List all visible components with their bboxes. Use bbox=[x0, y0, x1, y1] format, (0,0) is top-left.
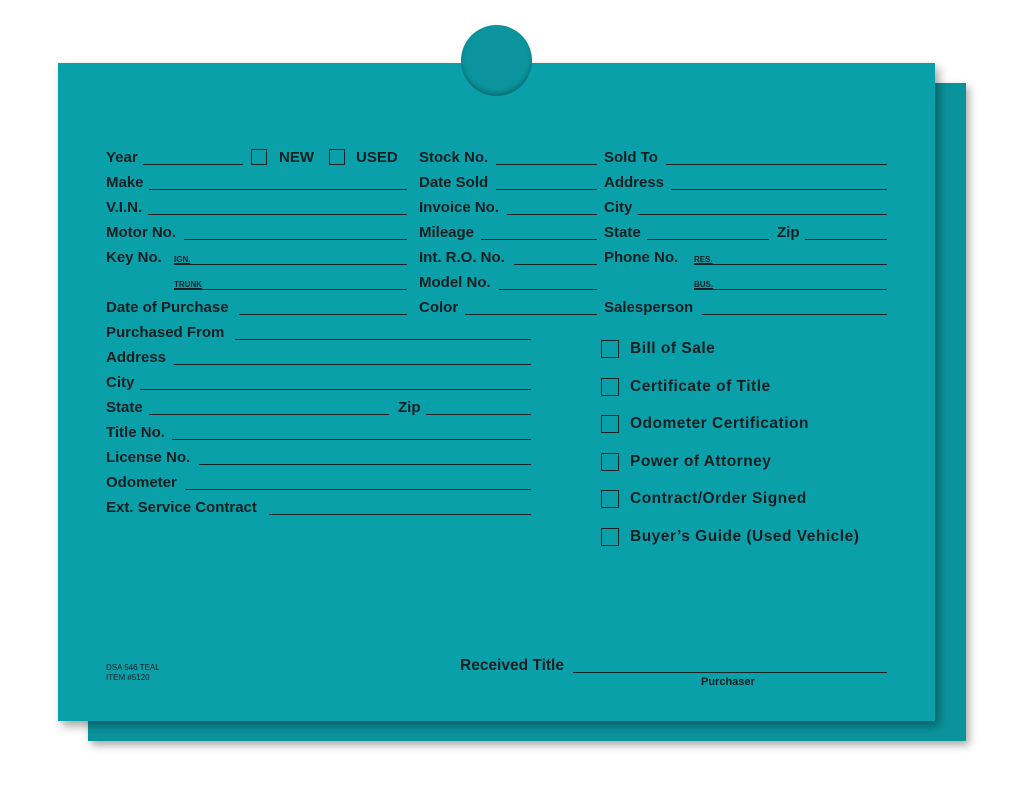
mileage-field[interactable] bbox=[481, 239, 597, 240]
motor-field[interactable] bbox=[184, 239, 407, 240]
int-ro-label: Int. R.O. No. bbox=[419, 249, 505, 266]
buyer-zip-field[interactable] bbox=[805, 239, 887, 240]
vin-field[interactable] bbox=[148, 214, 407, 215]
bus-label: BUS. bbox=[694, 280, 714, 289]
res-label: RES. bbox=[694, 255, 713, 264]
buyers-guide-label: Buyer’s Guide (Used Vehicle) bbox=[630, 528, 860, 545]
buyer-city-field[interactable] bbox=[638, 214, 887, 215]
seller-address-label: Address bbox=[106, 349, 167, 366]
salesperson-field[interactable] bbox=[702, 314, 887, 315]
phone-res-field[interactable] bbox=[694, 264, 887, 265]
motor-label: Motor No. bbox=[106, 224, 176, 241]
ext-contract-label: Ext. Service Contract bbox=[106, 499, 257, 516]
title-no-field[interactable] bbox=[172, 439, 531, 440]
date-purchase-label: Date of Purchase bbox=[106, 299, 229, 316]
sold-to-field[interactable] bbox=[666, 164, 887, 165]
int-ro-field[interactable] bbox=[514, 264, 597, 265]
new-label: NEW bbox=[279, 149, 314, 166]
year-label: Year bbox=[106, 149, 138, 166]
seller-state-field[interactable] bbox=[149, 414, 389, 415]
model-field[interactable] bbox=[499, 289, 597, 290]
used-checkbox[interactable] bbox=[329, 149, 345, 165]
certificate-of-title-checkbox[interactable] bbox=[601, 378, 619, 396]
make-field[interactable] bbox=[149, 189, 407, 190]
model-label: Model No. bbox=[419, 274, 491, 291]
seller-city-field[interactable] bbox=[140, 389, 531, 390]
seller-address-field[interactable] bbox=[174, 364, 531, 365]
seller-city-label: City bbox=[106, 374, 135, 391]
color-field[interactable] bbox=[465, 314, 597, 315]
invoice-field[interactable] bbox=[507, 214, 597, 215]
item-number: ITEM #5120 bbox=[106, 673, 150, 682]
buyer-address-label: Address bbox=[604, 174, 665, 191]
phone-label: Phone No. bbox=[604, 249, 679, 266]
contract-signed-label: Contract/Order Signed bbox=[630, 490, 807, 507]
ign-label: IGN. bbox=[174, 255, 191, 264]
key-trunk-field[interactable] bbox=[174, 289, 407, 290]
form-code: DSA 546 TEAL bbox=[106, 663, 160, 672]
purchaser-label: Purchaser bbox=[701, 676, 755, 688]
seller-zip-field[interactable] bbox=[426, 414, 531, 415]
buyer-state-label: State bbox=[604, 224, 641, 241]
salesperson-label: Salesperson bbox=[604, 299, 694, 316]
year-field[interactable] bbox=[143, 164, 243, 165]
trunk-label: TRUNK bbox=[174, 280, 202, 289]
vin-label: V.I.N. bbox=[106, 199, 143, 216]
buyer-address-field[interactable] bbox=[671, 189, 887, 190]
date-sold-label: Date Sold bbox=[419, 174, 489, 191]
received-title-label: Received Title bbox=[460, 657, 564, 674]
phone-bus-field[interactable] bbox=[694, 289, 887, 290]
seller-zip-label: Zip bbox=[398, 399, 421, 416]
stock-no-field[interactable] bbox=[496, 164, 597, 165]
odometer-label: Odometer bbox=[106, 474, 177, 491]
thumb-cut-notch bbox=[461, 25, 532, 96]
certificate-of-title-label: Certificate of Title bbox=[630, 378, 771, 395]
power-of-attorney-checkbox[interactable] bbox=[601, 453, 619, 471]
license-label: License No. bbox=[106, 449, 191, 466]
key-label: Key No. bbox=[106, 249, 162, 266]
bill-of-sale-label: Bill of Sale bbox=[630, 340, 716, 357]
license-field[interactable] bbox=[199, 464, 531, 465]
received-title-field[interactable] bbox=[573, 672, 887, 673]
new-checkbox[interactable] bbox=[251, 149, 267, 165]
invoice-label: Invoice No. bbox=[419, 199, 500, 216]
contract-signed-checkbox[interactable] bbox=[601, 490, 619, 508]
buyer-state-field[interactable] bbox=[647, 239, 769, 240]
sold-to-label: Sold To bbox=[604, 149, 658, 166]
stock-no-label: Stock No. bbox=[419, 149, 489, 166]
purchased-from-label: Purchased From bbox=[106, 324, 225, 341]
seller-state-label: State bbox=[106, 399, 143, 416]
date-purchase-field[interactable] bbox=[239, 314, 407, 315]
buyer-zip-label: Zip bbox=[777, 224, 800, 241]
power-of-attorney-label: Power of Attorney bbox=[630, 453, 772, 470]
key-ign-field[interactable] bbox=[174, 264, 407, 265]
bill-of-sale-checkbox[interactable] bbox=[601, 340, 619, 358]
odometer-cert-label: Odometer Certification bbox=[630, 415, 809, 432]
buyer-city-label: City bbox=[604, 199, 633, 216]
date-sold-field[interactable] bbox=[496, 189, 597, 190]
used-label: USED bbox=[356, 149, 398, 166]
color-label: Color bbox=[419, 299, 459, 316]
ext-contract-field[interactable] bbox=[269, 514, 531, 515]
purchased-from-field[interactable] bbox=[235, 339, 531, 340]
mileage-label: Mileage bbox=[419, 224, 475, 241]
buyers-guide-checkbox[interactable] bbox=[601, 528, 619, 546]
odometer-field[interactable] bbox=[185, 489, 531, 490]
make-label: Make bbox=[106, 174, 144, 191]
odometer-cert-checkbox[interactable] bbox=[601, 415, 619, 433]
title-no-label: Title No. bbox=[106, 424, 165, 441]
deal-envelope-form bbox=[58, 63, 935, 721]
